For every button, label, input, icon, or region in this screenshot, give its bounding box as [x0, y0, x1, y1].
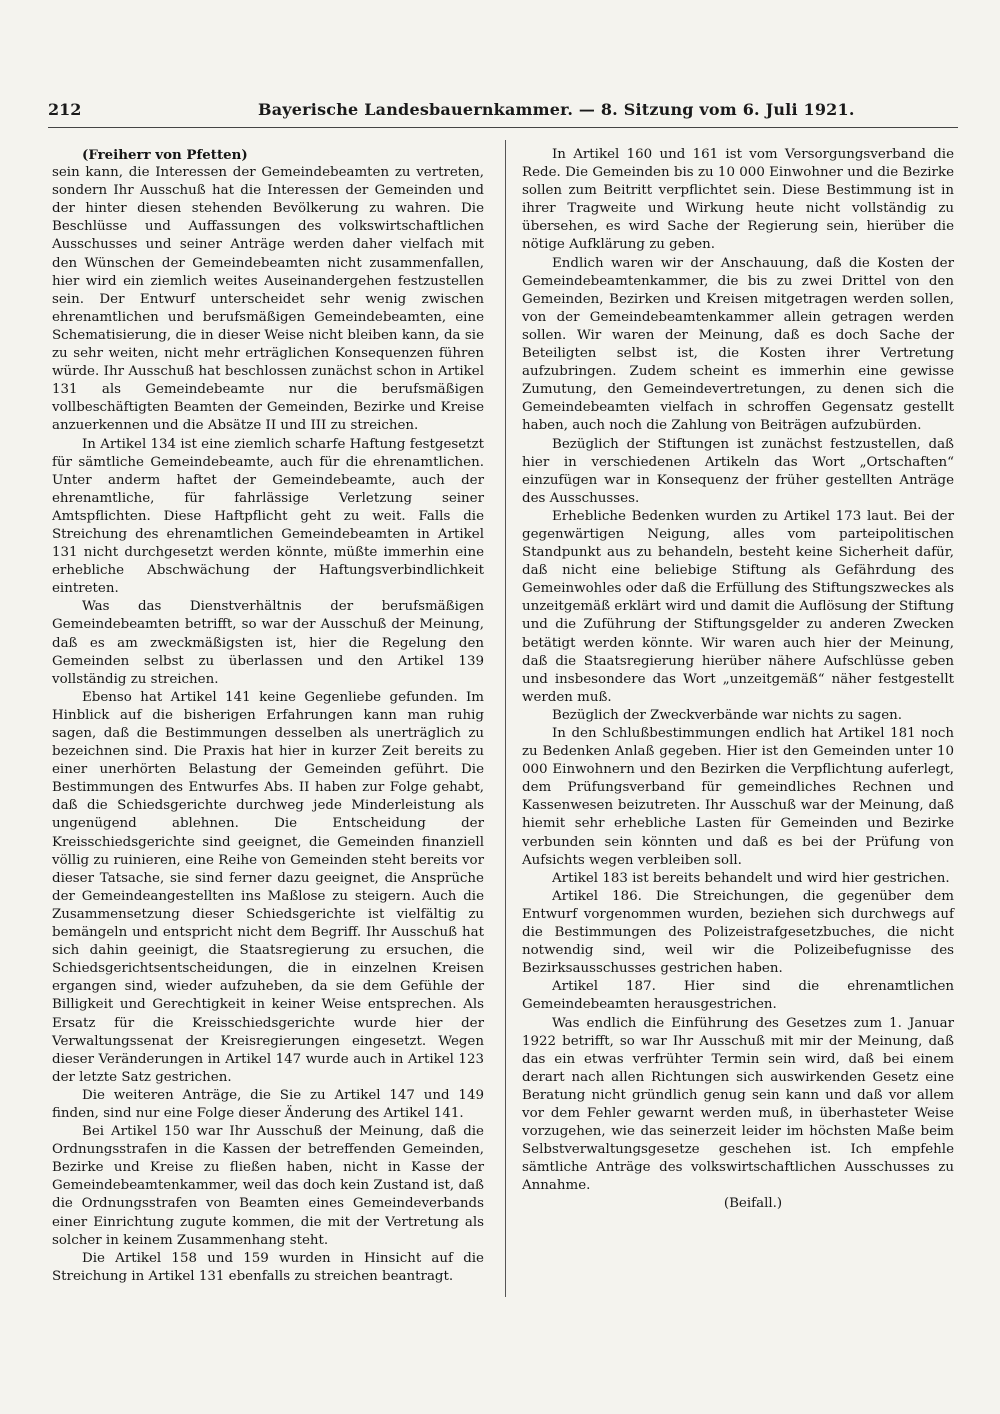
column-divider — [505, 140, 506, 1297]
paragraph: Bezüglich der Zweckverbände war nichts zu sagen. — [552, 707, 903, 723]
paragraph: Ebenso hat Artikel 141 keine Gegenliebe gefunden. Im Hinblick auf die bisherigen Erfahrungen kann man ruhig sagen, daß die Bestimmungen desselben als unerträglich zu bezeichnen sind. Die Praxis hat hier in kurzer Zeit bereits zu einer unerhörten Belastung der Gemeinden geführt. Die Bestimmungen des Entwurfes Abs. II haben zur Folge gehabt, daß die Schiedsgerichte durchweg jede Minderleistung als ungenügend ablehnen. Die Entscheidung der Kreisschiedsgerichte sind geeignet, die Gemeinden finanziell völlig zu ruinieren, eine Reihe von Gemeinden steht bereits vor dieser Tatsache, sie sind ferner dazu geeignet, die Ansprüche der Gemeindeangestellten ins Maßlose zu steigern. Auch die Zusammensetzung dieser Schiedsgerichte ist vielfältig zu bemängeln und entspricht nicht dem Begriff. Ihr Ausschuß hat sich dahin geeinigt, die Staatsregierung zu ersuchen, die Schiedsgerichtsentscheidungen, die in einzelnen Kreisen ergangen sind, wieder aufzuheben, da sie dem Gefühle der Billigkeit und Gerechtigkeit in keiner Weise entsprechen. Als Ersatz für die Kreisschiedsgerichte wurde hier der Verwaltungssenat der Kreisregierungen eingesetzt. Wegen dieser Veränderungen in Artikel 147 wurde auch in Artikel 123 der letzte Satz gestrichen. — [52, 689, 484, 1085]
paragraph: Die Artikel 158 und 159 wurden in Hinsicht auf die Streichung in Artikel 131 ebenfalls zu streichen beantragt. — [52, 1250, 484, 1284]
paragraph: Artikel 183 ist bereits behandelt und wird hier gestrichen. — [552, 870, 950, 886]
paragraph: Endlich waren wir der Anschauung, daß die Kosten der Gemeindebeamtenkammer, die bis zu zwei Drittel von den Gemeinden, Bezirken und Kreisen mitgetragen werden sollen, von der Gemeindebeamtenkammer allein getragen werden sollen. Wir waren der Meinung, daß es doch Sache der Beteiligten selbst ist, die Kosten ihrer Vertretung aufzubringen. Zudem scheint es immerhin eine gewisse Zumutung, den Gemeindevertretungen, zu denen sich die Gemeindebeamten vielfach in schroffen Gegensatz gestellt haben, auch noch die Zahlung von Beiträgen aufzubürden. — [522, 255, 954, 434]
left-column — [52, 146, 484, 1286]
paragraph: Artikel 187. Hier sind die ehrenamtlichen Gemeindebeamten herausgestrichen. — [522, 979, 954, 1013]
paragraph: Was endlich die Einführung des Gesetzes zum 1. Januar 1922 betrifft, so war Ihr Ausschuß mit mir der Meinung, daß das ein etwas verfrühter Termin sein wird, daß bei einem derart nach allen Richtungen sich auswirkenden Gesetz eine Beratung nicht gründlich genug sein kann und daß vor allem vor dem Fehler gewarnt werden muß, in überhasteter Weise vorzugehen, wie das seinerzeit leider im höchsten Maße beim Selbstverwaltungsgesetze geschehen ist. Ich empfehle sämtliche Anträge des volkswirtschaftlichen Ausschusses zu Annahme. — [522, 1015, 954, 1194]
paragraph: Bei Artikel 150 war Ihr Ausschuß der Meinung, daß die Ordnungsstrafen in die Kassen der betreffenden Gemeinden, Bezirke und Kreise zu fließen haben, nicht in Kasse der Gemeindebeamtenkammer, weil das doch kein Zustand ist, daß die Ordnungsstrafen von Beamten eines Gemeindeverbands einer Einrichtung zugute kommen, die mit der Vertretung als solcher in keinem Zusammenhang steht. — [52, 1124, 484, 1248]
paragraph: Erhebliche Bedenken wurden zu Artikel 173 laut. Bei der gegenwärtigen Neigung, alles vom parteipolitischen Standpunkt aus zu behandeln, besteht keine Sicherheit dafür, daß nicht eine beliebige Stiftung als Gefährdung des Gemeinwohles oder daß die Erfüllung des Stiftungszweckes als unzeitgemäß erklärt wird und damit die Auflösung der Stiftung und die Zuführung der Stiftungsgelder zu anderen Zwecken betätigt werden könnte. Wir waren auch hier der Meinung, daß die Staatsregierung hierüber nähere Aufschlüsse geben und insbesondere das Wort „unzeitgemäß“ näher festgestellt werden muß. — [522, 508, 954, 705]
paragraph: In den Schlußbestimmungen endlich hat Artikel 181 noch zu Bedenken Anlaß gegeben. Hier ist den Gemeinden unter 10 000 Einwohnern und den Bezirken die Verpflichtung auferlegt, dem Prüfungsverband für gemeindliches Rechnen und Kassenwesen beizutreten. Ihr Ausschuß war der Meinung, daß hiemit sehr erhebliche Lasten für Gemeinden und Bezirke verbunden sein könnten und daß es bei der Prüfung von Aufsichts wegen verbleiben soll. — [522, 726, 954, 868]
paragraph: sein kann, die Interessen der Gemeindebeamten zu vertreten, sondern Ihr Ausschuß hat die Interessen der Gemeinden und der hinter diesen stehenden Bevölkerung zu wahren. Die Beschlüsse und Auffassungen des volkswirtschaftlichen Ausschusses und seiner Anträge werden daher vielfach mit den Wünschen der Gemeindebeamten nicht zusammenfallen, hier wird ein ziemlich weites Auseinandergehen festzustellen sein. Der Entwurf unterscheidet sehr wenig zwischen ehrenamtlichen und berufsmäßigen Gemeindebeamten, eine Schematisierung, die in dieser Weise nicht bleiben kann, da sie zu sehr weiten, nicht mehr erträglichen Konsequenzen führen würde. Ihr Ausschuß hat beschlossen zunächst schon in Artikel 131 als Gemeindebeamte nur die berufsmäßigen vollbeschäftigten Beamten der Gemeinden, Bezirke und Kreise anzuerkennen und die Absätze II und III zu streichen. — [52, 165, 484, 434]
right-column — [522, 146, 954, 1214]
speaker-name: (Freiherr von Pfetten) — [82, 147, 248, 163]
paragraph: Was das Dienstverhältnis der berufsmäßigen Gemeindebeamten betrifft, so war der Ausschuß der Meinung, daß es am zweckmäßigsten ist, hier die Regelung den Gemeinden selbst zu überlassen und den Artikel 139 vollständig zu streichen. — [52, 599, 484, 687]
paragraph: Die weiteren Anträge, die Sie zu Artikel 147 und 149 finden, sind nur eine Folge dieser Änderung des Artikel 141. — [52, 1087, 484, 1121]
paragraph: Artikel 186. Die Streichungen, die gegenüber dem Entwurf vorgenommen wurden, beziehen sich durchwegs auf die Bestimmungen des Polizeistrafgesetzbuches, die nicht notwendig sind, weil wir die Polizeibefugnisse des Bezirksausschusses gestrichen haben. — [522, 888, 954, 977]
header-rule — [48, 127, 958, 128]
paragraph: In Artikel 134 ist eine ziemlich scharfe Haftung festgesetzt für sämtliche Gemeindebeamte, auch für die ehrenamtlichen. Unter anderm haftet der Gemeindebeamte, auch der ehrenamtliche, für fahrlässige Verletzung seiner Amtspflichten. Diese Haftpflicht geht zu weit. Falls die Streichung des ehrenamtlichen Gemeindebeamten in Artikel 131 nicht durchgesetzt werden könnte, müßte immerhin eine erhebliche Abschwächung der Haftungsverbindlichkeit eintreten. — [52, 436, 484, 597]
page-header — [48, 100, 958, 124]
page-number: 212 — [48, 100, 82, 119]
running-title: Bayerische Landesbauernkammer. — 8. Sitzung vom 6. Juli 1921. — [258, 100, 855, 119]
applause-note: (Beifall.) — [723, 1196, 783, 1212]
paragraph: In Artikel 160 und 161 ist vom Versorgungsverband die Rede. Die Gemeinden bis zu 10 000 Einwohner und die Bezirke sollen zum Beitritt verpflichtet sein. Diese Bestimmung ist in ihrer Tragweite und Wirkung heute nicht vollständig zu übersehen, es wird Sache der Regierung sein, hierüber die nötige Aufklärung zu geben. — [522, 147, 954, 253]
paragraph: Bezüglich der Stiftungen ist zunächst festzustellen, daß hier in verschiedenen Artikeln das Wort „Ortschaften“ einzufügen war in Konsequenz der früher gestellten Anträge des Ausschusses. — [522, 436, 954, 506]
